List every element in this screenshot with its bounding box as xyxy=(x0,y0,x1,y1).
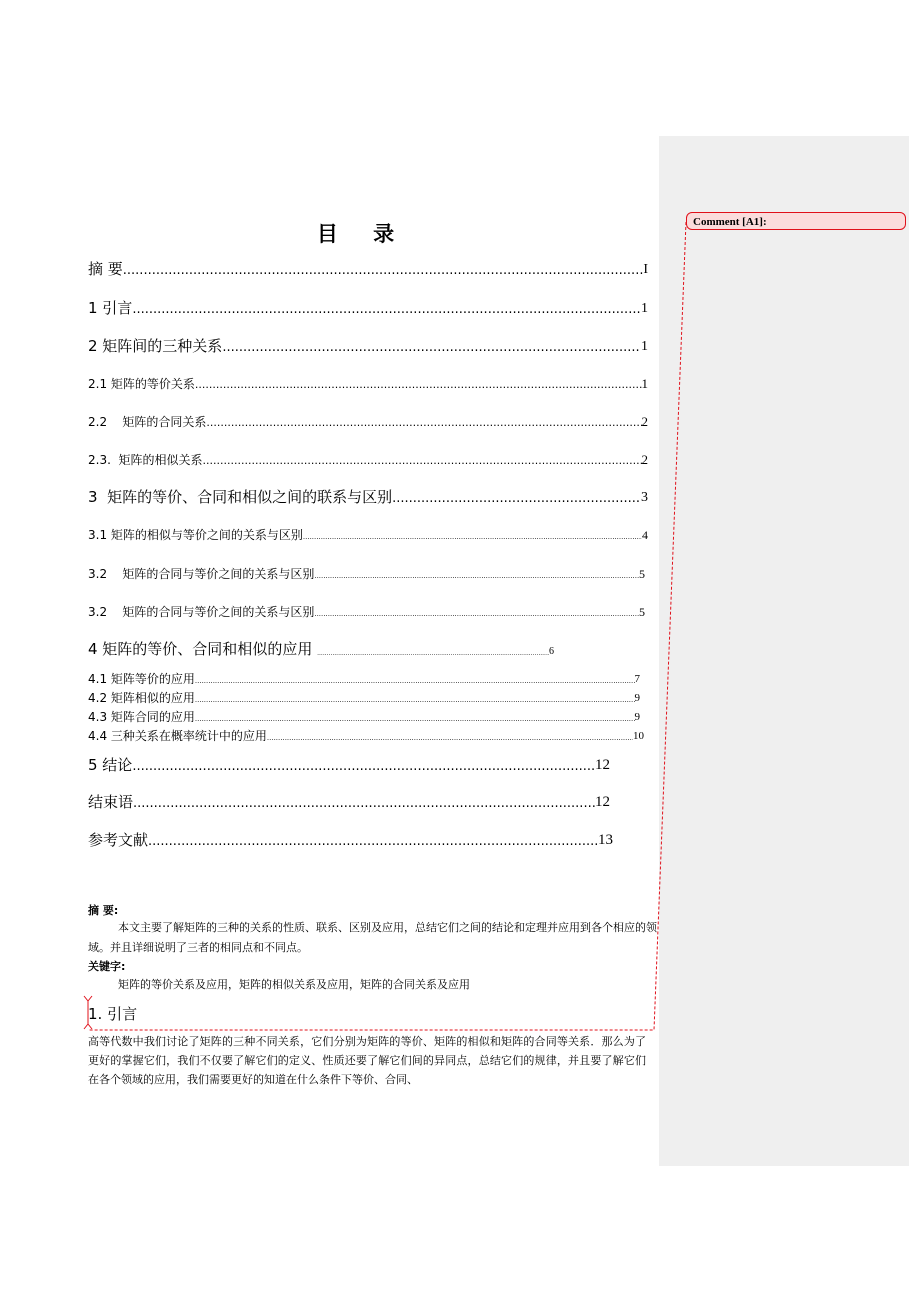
comment-label: Comment [A1]: xyxy=(693,216,767,228)
toc-entry[interactable] xyxy=(88,377,648,390)
toc-entry-label: 4.2 矩阵相似的应用 xyxy=(88,691,195,705)
toc-entry-page: 13 xyxy=(598,832,613,848)
toc-entry-label: 结束语 xyxy=(88,793,134,811)
toc-entry[interactable] xyxy=(88,262,648,277)
toc-entry-label: 4.3 矩阵合同的应用 xyxy=(88,710,195,724)
toc-entry-page: I xyxy=(643,262,648,277)
toc-entry[interactable] xyxy=(88,453,648,466)
toc-entry[interactable] xyxy=(88,529,648,541)
toc-entry-page: 7 xyxy=(634,673,640,685)
toc-entry-label: 2 矩阵间的三种关系 xyxy=(88,337,223,355)
toc-entry[interactable] xyxy=(88,730,644,742)
toc-entry-page: 1 xyxy=(641,301,648,316)
toc-entry[interactable] xyxy=(88,642,554,657)
toc-entry-page: 5 xyxy=(639,567,645,581)
toc-entry-page: 12 xyxy=(595,757,610,773)
toc-entry[interactable] xyxy=(88,606,645,618)
toc-entry[interactable] xyxy=(88,339,648,354)
toc-entry-label: 4.4 三种关系在概率统计中的应用 xyxy=(88,729,267,743)
toc-entry-page: 6 xyxy=(549,646,554,657)
keywords-label: 关键字: xyxy=(88,960,126,973)
toc-entry[interactable] xyxy=(88,711,640,723)
toc-entry[interactable] xyxy=(88,490,648,505)
toc-entry-page: 10 xyxy=(633,730,644,742)
toc-entry-label: 2.1 矩阵的等价关系 xyxy=(88,377,195,391)
abstract-text: 本文主要了解矩阵的三种的关系的性质、联系、区别及应用，总结它们之间的结论和定理并应用到各个相应的领域。并且详细说明了三者的相同点和不同点。 xyxy=(88,921,657,954)
toc-entry-label: 3 矩阵的等价、合同和相似之间的联系与区别 xyxy=(88,488,393,506)
toc-entry-page: 9 xyxy=(634,711,640,723)
toc-entry-label: 3.2 矩阵的合同与等价之间的关系与区别 xyxy=(88,605,315,619)
toc-entry-label: 3.1 矩阵的相似与等价之间的关系与区别 xyxy=(88,528,303,542)
section-heading: 1. 引言 xyxy=(88,1005,138,1023)
toc-entry-page: 5 xyxy=(639,605,645,619)
toc-entry-label: 4.1 矩阵等价的应用 xyxy=(88,672,195,686)
keywords-text: 矩阵的等价关系及应用，矩阵的相似关系及应用，矩阵的合同关系及应用 xyxy=(118,978,470,991)
abstract-label: 摘 要: xyxy=(88,904,119,917)
toc-entry-page: 12 xyxy=(595,794,610,810)
toc-entry[interactable] xyxy=(88,301,648,316)
toc-title: 目 录 xyxy=(316,222,409,246)
toc-entry[interactable] xyxy=(88,758,610,773)
toc-entry-page: 1 xyxy=(641,376,648,391)
toc-entry-label: 3.2 矩阵的合同与等价之间的关系与区别 xyxy=(88,567,315,581)
toc-entry[interactable] xyxy=(88,833,613,848)
toc-entry-page: 4 xyxy=(642,528,648,542)
toc-entry-page: 2 xyxy=(641,414,648,429)
toc-entry-page: 2 xyxy=(641,452,648,467)
toc-entry-label: 4 矩阵的等价、合同和相似的应用 xyxy=(88,640,318,658)
toc-entry[interactable] xyxy=(88,692,640,704)
toc-entry[interactable] xyxy=(88,568,645,580)
toc-entry-label: 摘 要 xyxy=(88,260,123,278)
body-paragraph: 高等代数中我们讨论了矩阵的三种不同关系，它们分别为矩阵的等价、矩阵的相似和矩阵的合同等关系．那么为了更好的掌握它们，我们不仅要了解它们的定义、性质还要了解它们间的异同点，总结它们的规律，并且要了解它们在各个领域的应用，我们需要更好的知道在什么条件下等价、合同、 xyxy=(88,1035,646,1086)
toc-entry-label: 2.3. 矩阵的相似关系 xyxy=(88,453,203,467)
toc-entry-label: 2.2 矩阵的合同关系 xyxy=(88,415,207,429)
toc-entry[interactable] xyxy=(88,795,610,810)
toc-entry-page: 9 xyxy=(634,692,640,704)
toc-entry-label: 5 结论 xyxy=(88,756,133,774)
toc-entry-label: 参考文献 xyxy=(88,831,149,849)
toc-entry[interactable] xyxy=(88,415,648,428)
toc-entry-page: 1 xyxy=(641,339,648,354)
toc-entry[interactable] xyxy=(88,673,640,685)
toc-entry-label: 1 引言 xyxy=(88,299,133,317)
toc-entry-page: 3 xyxy=(641,490,648,505)
